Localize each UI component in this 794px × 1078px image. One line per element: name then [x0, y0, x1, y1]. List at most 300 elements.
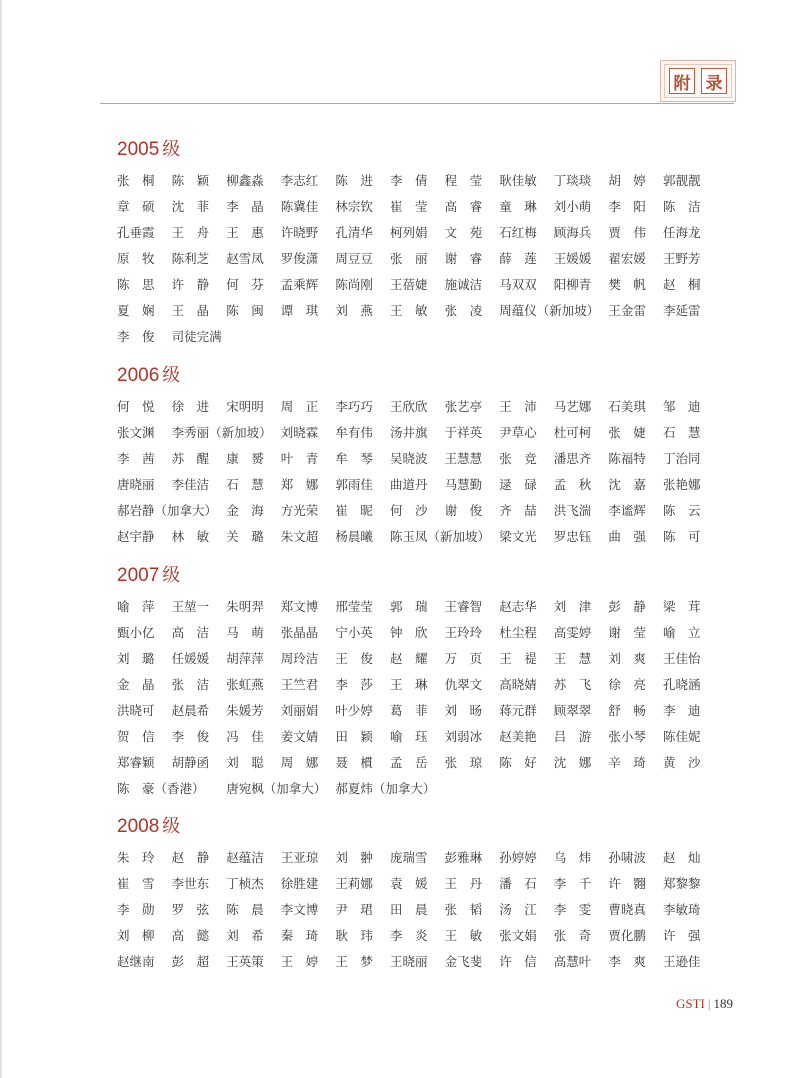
- alumni-name: 徐 亮: [608, 677, 646, 692]
- alumni-name: 周 正: [280, 399, 319, 414]
- alumni-name: 宁小英: [335, 625, 373, 640]
- alumni-name: 牟 琴: [335, 451, 373, 466]
- alumni-name: 郑睿颖: [117, 755, 155, 770]
- alumni-name: 司徒完满: [171, 329, 222, 344]
- alumni-name: 喻 珏: [390, 729, 428, 744]
- alumni-name: 王玲玲: [444, 625, 483, 640]
- alumni-name: 李 俊: [117, 329, 155, 344]
- alumni-name: 翟宏媛: [608, 251, 646, 266]
- alumni-name: 王 丹: [444, 876, 483, 891]
- alumni-name: 程 莹: [444, 173, 483, 188]
- alumni-name: 陈 好: [499, 755, 537, 770]
- section-year-heading: [117, 364, 717, 388]
- alumni-name: 仇翠文: [444, 677, 483, 692]
- section-2007: [117, 564, 717, 806]
- alumni-name: 金 晶: [117, 677, 155, 692]
- alumni-name: 尹 珺: [335, 902, 373, 917]
- alumni-name: 柯列娟: [390, 225, 428, 240]
- alumni-name: 王莉娜: [335, 876, 373, 891]
- alumni-name: 彭 静: [608, 599, 646, 614]
- alumni-name: 刘晓霖: [280, 425, 319, 440]
- alumni-name: 郭雨佳: [335, 477, 373, 492]
- appendix-char-2: 录: [701, 68, 727, 94]
- alumni-name: 张小琴: [608, 729, 646, 744]
- alumni-name: 刘 燕: [335, 303, 373, 318]
- alumni-name: 陈 进: [335, 173, 373, 188]
- alumni-name: 陈 云: [663, 503, 701, 518]
- alumni-name: 丁琰琰: [553, 173, 592, 188]
- alumni-name: 杜尘程: [499, 625, 537, 640]
- name-row: [117, 302, 717, 328]
- alumni-name: 赵志华: [499, 599, 537, 614]
- alumni-name: 吕 游: [553, 729, 592, 744]
- alumni-name: 王 沛: [499, 399, 537, 414]
- alumni-name: 袁 媛: [390, 876, 428, 891]
- alumni-name: 陈佳妮: [663, 729, 701, 744]
- name-row: [117, 849, 717, 875]
- alumni-name: 刘 璐: [117, 651, 155, 666]
- alumni-name: 罗 弦: [171, 902, 210, 917]
- name-row: [117, 754, 717, 780]
- alumni-name: 高雯婷: [553, 625, 592, 640]
- alumni-name: 万 页: [444, 651, 483, 666]
- alumni-name: 石 慧: [226, 477, 264, 492]
- alumni-name: 张 奇: [553, 928, 592, 943]
- alumni-name: 张 婕: [608, 425, 646, 440]
- alumni-name: 李敏琦: [663, 902, 701, 917]
- alumni-name: 徐胜建: [280, 876, 319, 891]
- alumni-name: 何 芬: [226, 277, 264, 292]
- alumni-name: 李 爽: [608, 954, 646, 969]
- alumni-name: 刘 爽: [608, 651, 646, 666]
- alumni-name: 叶 青: [280, 451, 319, 466]
- alumni-name: 李巧巧: [335, 399, 373, 414]
- alumni-name: 李世东: [171, 876, 210, 891]
- page-footer: [676, 996, 733, 1012]
- section-2005: [117, 138, 717, 354]
- alumni-name: 洪飞湍: [553, 503, 592, 518]
- alumni-name: 郝岩静（加拿大）: [117, 503, 218, 518]
- name-row: [117, 598, 717, 624]
- alumni-name: 任媛媛: [171, 651, 210, 666]
- alumni-name: 李 勋: [117, 902, 155, 917]
- alumni-name: 朱 玲: [117, 850, 155, 865]
- alumni-name: 王金雷: [608, 303, 646, 318]
- alumni-name: 姜文婧: [280, 729, 319, 744]
- alumni-name: 柳鑫淼: [226, 173, 264, 188]
- alumni-name: 王媛媛: [553, 251, 592, 266]
- alumni-name: 唐宛枫（加拿大）: [226, 781, 327, 796]
- alumni-name: 陈 闽: [226, 303, 264, 318]
- alumni-name: 沈 菲: [171, 199, 210, 214]
- alumni-name: 汤 江: [499, 902, 537, 917]
- page-edge-shadow: [0, 0, 3, 1078]
- alumni-name: 庞瑞雪: [390, 850, 428, 865]
- alumni-name: 聂 樌: [335, 755, 373, 770]
- alumni-name: 陈 豪（香港）: [117, 781, 205, 796]
- alumni-name: 李秀丽（新加坡）: [171, 425, 272, 440]
- alumni-name: 耿佳敏: [499, 173, 537, 188]
- alumni-name: 胡静函: [171, 755, 210, 770]
- alumni-name: 高慧叶: [553, 954, 592, 969]
- alumni-name: 何 悦: [117, 399, 155, 414]
- alumni-name: 梁 茸: [663, 599, 701, 614]
- alumni-name: 耿 玮: [335, 928, 373, 943]
- alumni-name: 曹晓真: [608, 902, 646, 917]
- alumni-name: 王 梦: [335, 954, 373, 969]
- name-row: [117, 198, 717, 224]
- alumni-name: 孟 岳: [390, 755, 428, 770]
- name-row: [117, 450, 717, 476]
- alumni-name: 张艳娜: [663, 477, 701, 492]
- alumni-name: 谭 琪: [280, 303, 319, 318]
- alumni-name: 赵 耀: [390, 651, 428, 666]
- alumni-name: 陈 洁: [663, 199, 701, 214]
- alumni-name: 刘 柳: [117, 928, 155, 943]
- name-row: [117, 702, 717, 728]
- alumni-name: 崔 昵: [335, 503, 373, 518]
- alumni-name: 许晓野: [280, 225, 319, 240]
- alumni-name: 苏 飞: [553, 677, 592, 692]
- alumni-name: 贾 伟: [608, 225, 646, 240]
- alumni-name: 秦 琦: [280, 928, 319, 943]
- name-list: [117, 598, 717, 806]
- alumni-name: 王 惠: [226, 225, 264, 240]
- alumni-name: 李 阳: [608, 199, 646, 214]
- alumni-name: 周玲洁: [280, 651, 319, 666]
- alumni-name: 孙婷婷: [499, 850, 537, 865]
- alumni-name: 顾翠翠: [553, 703, 592, 718]
- alumni-name: 黄 沙: [663, 755, 701, 770]
- alumni-name: 唐晓丽: [117, 477, 155, 492]
- alumni-name: 王蓓婕: [390, 277, 428, 292]
- alumni-name: 周豆豆: [335, 251, 373, 266]
- alumni-name: 陈 晨: [226, 902, 264, 917]
- alumni-name: 钟 欣: [390, 625, 428, 640]
- alumni-name: 孔清华: [335, 225, 373, 240]
- alumni-name: 王英策: [226, 954, 264, 969]
- alumni-name: 张 韬: [444, 902, 483, 917]
- alumni-name: 陈 颖: [171, 173, 210, 188]
- alumni-name: 高 睿: [444, 199, 483, 214]
- alumni-name: 王野芳: [663, 251, 701, 266]
- alumni-name: 葛 菲: [390, 703, 428, 718]
- section-year-heading: [117, 815, 717, 839]
- alumni-name: 赵美艳: [499, 729, 537, 744]
- alumni-name: 张晶晶: [280, 625, 319, 640]
- alumni-name: 高 懿: [171, 928, 210, 943]
- alumni-name: 丁桢杰: [226, 876, 264, 891]
- name-row: [117, 172, 717, 198]
- alumni-name: 赵 桐: [663, 277, 701, 292]
- alumni-name: 王 敏: [444, 928, 483, 943]
- alumni-name: 田 颖: [335, 729, 373, 744]
- name-row: [117, 250, 717, 276]
- alumni-name: 刘 翀: [335, 850, 373, 865]
- alumni-name: 谢 俊: [444, 503, 483, 518]
- alumni-name: 曲 强: [608, 529, 646, 544]
- alumni-name: 叶少婷: [335, 703, 373, 718]
- alumni-name: 宋明明: [226, 399, 264, 414]
- year-suffix: 级: [162, 565, 181, 586]
- alumni-name: 王晓丽: [390, 954, 428, 969]
- alumni-name: 陈 可: [663, 529, 701, 544]
- alumni-name: 文 苑: [444, 225, 483, 240]
- alumni-name: 刘 希: [226, 928, 264, 943]
- alumni-name: 崔 雪: [117, 876, 155, 891]
- alumni-name: 李 迪: [663, 703, 701, 718]
- alumni-name: 田 晨: [390, 902, 428, 917]
- alumni-name: 王 禔: [499, 651, 537, 666]
- alumni-name: 夏 娴: [117, 303, 155, 318]
- alumni-name: 张 洁: [171, 677, 210, 692]
- appendix-char-1: 附: [669, 68, 695, 94]
- section-2008: [117, 815, 717, 979]
- alumni-name: 张虹燕: [226, 677, 264, 692]
- alumni-name: 张文渊: [117, 425, 155, 440]
- alumni-name: 罗俊潇: [280, 251, 319, 266]
- alumni-name: 李志红: [280, 173, 319, 188]
- alumni-name: 许 强: [663, 928, 701, 943]
- alumni-name: 许 静: [171, 277, 210, 292]
- alumni-name: 陈冀佳: [280, 199, 319, 214]
- alumni-name: 孙啸波: [608, 850, 646, 865]
- alumni-name: 彭雅琳: [444, 850, 483, 865]
- alumni-name: 孟乘辉: [280, 277, 319, 292]
- name-row: [117, 901, 717, 927]
- alumni-name: 任海龙: [663, 225, 701, 240]
- alumni-name: 罗忠钰: [553, 529, 592, 544]
- alumni-name: 李 俊: [171, 729, 210, 744]
- name-row: [117, 398, 717, 424]
- alumni-name: 王欣欣: [390, 399, 428, 414]
- alumni-name: 关 璐: [226, 529, 264, 544]
- alumni-name: 高 洁: [171, 625, 210, 640]
- alumni-name: 李延雷: [663, 303, 701, 318]
- alumni-name: 李 炎: [390, 928, 428, 943]
- alumni-name: 李谧辉: [608, 503, 646, 518]
- alumni-name: 刘 旸: [444, 703, 483, 718]
- alumni-name: 陈福特: [608, 451, 646, 466]
- alumni-name: 马艺娜: [553, 399, 592, 414]
- alumni-name: 甄小亿: [117, 625, 155, 640]
- name-row: [117, 927, 717, 953]
- alumni-name: 李 千: [553, 876, 592, 891]
- alumni-name: 李文博: [280, 902, 319, 917]
- alumni-name: 徐 进: [171, 399, 210, 414]
- alumni-name: 齐 喆: [499, 503, 537, 518]
- alumni-name: 沈 嘉: [608, 477, 646, 492]
- alumni-name: 周蕴仪（新加坡）: [499, 303, 600, 318]
- alumni-name: 王 晶: [171, 303, 210, 318]
- alumni-name: 刘弱冰: [444, 729, 483, 744]
- alumni-name: 张 凌: [444, 303, 483, 318]
- alumni-name: 周 娜: [280, 755, 319, 770]
- alumni-name: 赵继南: [117, 954, 155, 969]
- footer-org: GSTI: [676, 996, 705, 1011]
- alumni-name: 于祥英: [444, 425, 483, 440]
- alumni-name: 郑 娜: [280, 477, 319, 492]
- name-row: [117, 502, 717, 528]
- alumni-name: 潘思齐: [553, 451, 592, 466]
- alumni-name: 刘小萌: [553, 199, 592, 214]
- alumni-name: 原 牧: [117, 251, 155, 266]
- name-row: [117, 953, 717, 979]
- alumni-name: 胡萍萍: [226, 651, 264, 666]
- alumni-name: 李佳洁: [171, 477, 210, 492]
- alumni-name: 张 丽: [390, 251, 428, 266]
- alumni-name: 许 翾: [608, 876, 646, 891]
- name-row: [117, 328, 717, 354]
- name-row: [117, 424, 717, 450]
- alumni-name: 郭靓靓: [663, 173, 701, 188]
- alumni-name: 陈玉凤（新加坡）: [390, 529, 491, 544]
- page-number: 189: [713, 996, 733, 1011]
- alumni-name: 冯 佳: [226, 729, 264, 744]
- name-list: [117, 172, 717, 354]
- alumni-name: 阳柳青: [553, 277, 592, 292]
- year-number: 2007: [117, 565, 160, 586]
- alumni-name: 何 沙: [390, 503, 428, 518]
- alumni-name: 王竺君: [280, 677, 319, 692]
- alumni-name: 刘 津: [553, 599, 592, 614]
- alumni-name: 郑文博: [280, 599, 319, 614]
- alumni-name: 顾海兵: [553, 225, 592, 240]
- name-row: [117, 875, 717, 901]
- alumni-name: 薛 莲: [499, 251, 537, 266]
- alumni-name: 金飞斐: [444, 954, 483, 969]
- name-row: [117, 624, 717, 650]
- alumni-name: 石红梅: [499, 225, 537, 240]
- year-suffix: 级: [162, 816, 181, 837]
- year-number: 2008: [117, 816, 160, 837]
- alumni-name: 李 晶: [226, 199, 264, 214]
- alumni-name: 张 琼: [444, 755, 483, 770]
- alumni-name: 马 萌: [226, 625, 264, 640]
- alumni-name: 王逊佳: [663, 954, 701, 969]
- name-row: [117, 650, 717, 676]
- alumni-name: 贾化鹏: [608, 928, 646, 943]
- alumni-name: 彭 超: [171, 954, 210, 969]
- alumni-name: 朱明羿: [226, 599, 264, 614]
- year-number: 2006: [117, 365, 160, 386]
- alumni-name: 施诚洁: [444, 277, 483, 292]
- alumni-name: 马慧勤: [444, 477, 483, 492]
- alumni-name: 逯 碌: [499, 477, 537, 492]
- alumni-name: 洪晓可: [117, 703, 155, 718]
- name-row: [117, 728, 717, 754]
- alumni-name: 郝夏炜（加拿大）: [335, 781, 436, 796]
- section-year-heading: [117, 138, 717, 162]
- alumni-name: 金 海: [226, 503, 264, 518]
- alumni-name: 潘 石: [499, 876, 537, 891]
- alumni-name: 王 琳: [390, 677, 428, 692]
- alumni-name: 邹 迪: [663, 399, 701, 414]
- alumni-name: 王佳怡: [663, 651, 701, 666]
- footer-separator: |: [707, 996, 711, 1011]
- alumni-name: 邢莹莹: [335, 599, 373, 614]
- year-suffix: 级: [162, 139, 181, 160]
- alumni-name: 孔垂霞: [117, 225, 155, 240]
- section-year-heading: [117, 564, 717, 588]
- section-2006: [117, 364, 717, 554]
- alumni-name: 王 敏: [390, 303, 428, 318]
- name-list: [117, 398, 717, 554]
- alumni-name: 马双双: [499, 277, 537, 292]
- alumni-name: 朱媛芳: [226, 703, 264, 718]
- alumni-name: 林 敏: [171, 529, 210, 544]
- alumni-name: 苏 醒: [171, 451, 210, 466]
- alumni-name: 杨晨曦: [335, 529, 373, 544]
- alumni-name: 丁治同: [663, 451, 701, 466]
- alumni-name: 乌 炜: [553, 850, 592, 865]
- alumni-name: 石美琪: [608, 399, 646, 414]
- appendix-badge: [660, 60, 736, 102]
- alumni-name: 李 茜: [117, 451, 155, 466]
- alumni-name: 谢 莹: [608, 625, 646, 640]
- alumni-name: 汤井旗: [390, 425, 428, 440]
- alumni-name: 李 倩: [390, 173, 428, 188]
- alumni-name: 陈尚刚: [335, 277, 373, 292]
- alumni-name: 章 硕: [117, 199, 155, 214]
- name-row: [117, 676, 717, 702]
- alumni-name: 石 慧: [663, 425, 701, 440]
- alumni-name: 梁文光: [499, 529, 537, 544]
- alumni-name: 张 桐: [117, 173, 155, 188]
- name-row: [117, 780, 717, 806]
- alumni-name: 赵晨希: [171, 703, 210, 718]
- alumni-name: 张文娟: [499, 928, 537, 943]
- alumni-name: 童 琳: [499, 199, 537, 214]
- alumni-name: 陈 思: [117, 277, 155, 292]
- alumni-name: 孔晓涵: [663, 677, 701, 692]
- alumni-name: 郭 瑞: [390, 599, 428, 614]
- alumni-name: 康 赟: [226, 451, 264, 466]
- alumni-name: 喻 立: [663, 625, 701, 640]
- name-list: [117, 849, 717, 979]
- alumni-name: 王亚琼: [280, 850, 319, 865]
- alumni-name: 沈 娜: [553, 755, 592, 770]
- alumni-name: 孟 秋: [553, 477, 592, 492]
- alumni-name: 胡 婷: [608, 173, 646, 188]
- alumni-name: 王慧慧: [444, 451, 483, 466]
- alumni-name: 谢 睿: [444, 251, 483, 266]
- alumni-name: 吴晓波: [390, 451, 428, 466]
- name-row: [117, 224, 717, 250]
- year-number: 2005: [117, 139, 160, 160]
- alumni-name: 喻 萍: [117, 599, 155, 614]
- alumni-name: 郑黎黎: [663, 876, 701, 891]
- alumni-name: 李 莎: [335, 677, 373, 692]
- alumni-name: 高晓婧: [499, 677, 537, 692]
- alumni-name: 李 雯: [553, 902, 592, 917]
- alumni-name: 刘 聪: [226, 755, 264, 770]
- alumni-name: 陈利芝: [171, 251, 210, 266]
- alumni-name: 刘丽娟: [280, 703, 319, 718]
- alumni-name: 舒 畅: [608, 703, 646, 718]
- alumni-name: 赵 静: [171, 850, 210, 865]
- alumni-name: 杜可柯: [553, 425, 592, 440]
- alumni-name: 赵 灿: [663, 850, 701, 865]
- alumni-name: 方光荣: [280, 503, 319, 518]
- alumni-name: 张 竞: [499, 451, 537, 466]
- alumni-name: 贺 信: [117, 729, 155, 744]
- alumni-name: 尹草心: [499, 425, 537, 440]
- alumni-name: 樊 帆: [608, 277, 646, 292]
- alumni-name: 曲道丹: [390, 477, 428, 492]
- name-row: [117, 476, 717, 502]
- alumni-name: 张艺亭: [444, 399, 483, 414]
